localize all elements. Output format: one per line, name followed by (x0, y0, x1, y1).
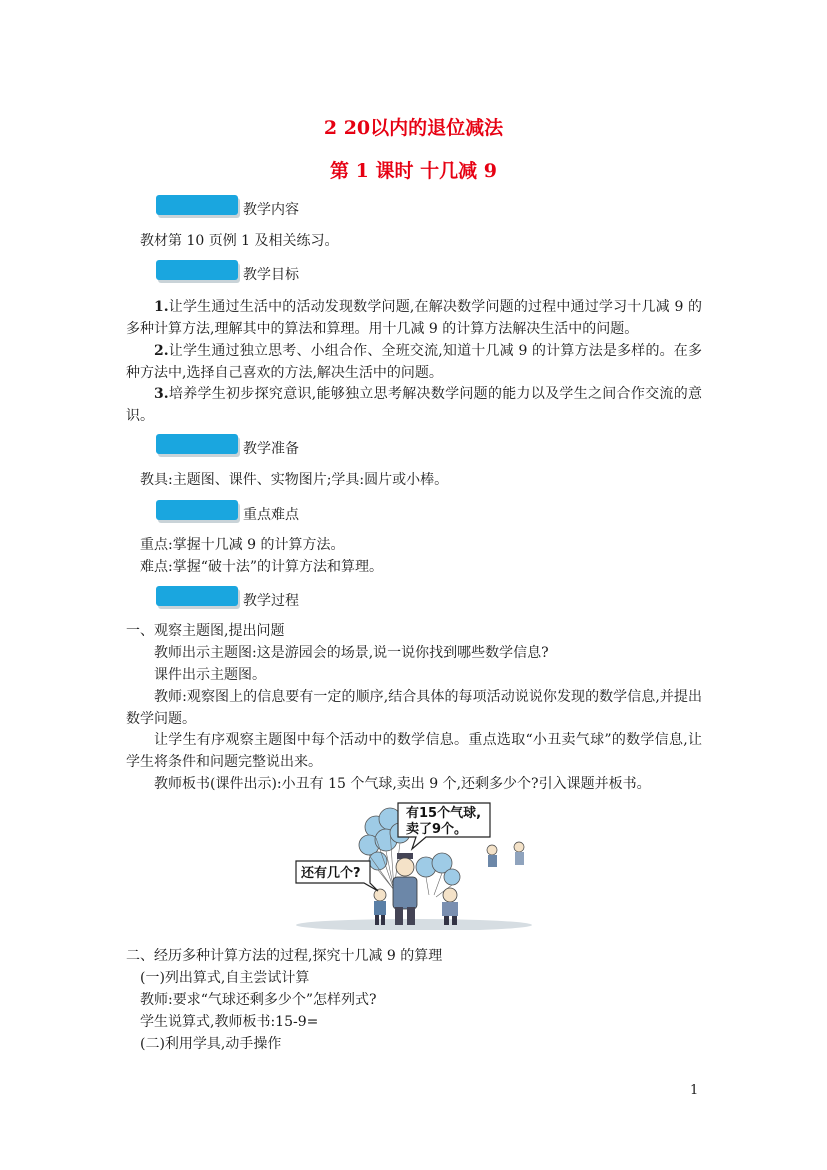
paragraph: 教师板书(课件出示):小丑有 15 个气球,卖出 9 个,还剩多少个?引入课题并板书。 (154, 776, 651, 792)
section-label: 教学准备 (243, 441, 299, 457)
section-badge (156, 195, 238, 215)
section-label: 重点难点 (243, 507, 299, 523)
goal-item (126, 383, 702, 427)
subheading: (二)利用学具,动手操作 (140, 1036, 282, 1052)
content-text: 教材第 10 页例 1 及相关练习。 (140, 233, 339, 249)
paragraph: 让学生有序观察主题图中每个活动中的数学信息。重点选取“小丑卖气球”的数学信息,让学生将条件和问题完整说出来。 (126, 732, 702, 770)
section-label: 教学过程 (243, 593, 299, 609)
difficulty-text: 难点:掌握“破十法”的计算方法和算理。 (140, 559, 384, 575)
section-badge (156, 586, 238, 606)
goal-text: 让学生通过生活中的活动发现数学问题,在解决数学问题的过程中通过学习十几减 9 的多种计算方法,理解其中的算法和算理。用十几减 9 的计算方法解决生活中的问题。 (126, 299, 702, 337)
lesson-title: 第 1 课时 十几减 9 (330, 160, 497, 182)
speech-bubble-right (398, 803, 490, 849)
goal-number: 1. (154, 299, 169, 315)
prep-text: 教具:主题图、课件、实物图片;学具:圆片或小棒。 (140, 472, 449, 488)
bubble-right-line2: 卖了9个。 (406, 822, 468, 837)
bubble-left-text: 还有几个? (301, 866, 361, 881)
page-number: 1 (690, 1083, 699, 1098)
bubble-right-line1: 有15个气球, (406, 806, 482, 821)
subheading: (一)列出算式,自主尝试计算 (140, 970, 310, 986)
clown-figure-icon (393, 853, 417, 925)
speech-bubble-left (296, 861, 378, 891)
part1-heading: 一、观察主题图,提出问题 (126, 623, 285, 639)
goal-text: 培养学生初步探究意识,能够独立思考解决数学问题的能力以及学生之间合作交流的意识。 (126, 386, 702, 424)
paragraph: 教师出示主题图:这是游园会的场景,说一说你找到哪些数学信息? (154, 645, 549, 661)
goal-number: 3. (154, 386, 169, 402)
part2-heading: 二、经历多种计算方法的过程,探究十几减 9 的算理 (126, 948, 443, 964)
section-badge (156, 500, 238, 520)
paragraph: 教师:观察图上的信息要有一定的顺序,结合具体的每项活动说说你发现的数学信息,并提出数学问题。 (126, 689, 702, 727)
section-label: 教学内容 (243, 202, 299, 218)
goal-text: 让学生通过独立思考、小组合作、全班交流,知道十几减 9 的计算方法是多样的。在多种方法中,选择自己喜欢的方法,解决生活中的问题。 (126, 343, 702, 381)
unit-title: 2 20以内的退位减法 (323, 117, 504, 139)
paragraph: 课件出示主题图。 (154, 667, 266, 683)
section-label: 教学目标 (243, 267, 299, 283)
background-children-icon (487, 842, 524, 867)
paragraph: 教师:要求“气球还剩多少个”怎样列式? (140, 992, 377, 1008)
goal-item (126, 340, 702, 384)
goal-number: 2. (154, 343, 169, 359)
paragraph: 学生说算式,教师板书:15-9= (140, 1014, 319, 1030)
section-badge (156, 434, 238, 454)
key-point-text: 重点:掌握十几减 9 的计算方法。 (140, 537, 345, 553)
goal-item (126, 296, 702, 340)
clown-balloon-illustration (294, 795, 534, 930)
section-badge (156, 260, 238, 280)
